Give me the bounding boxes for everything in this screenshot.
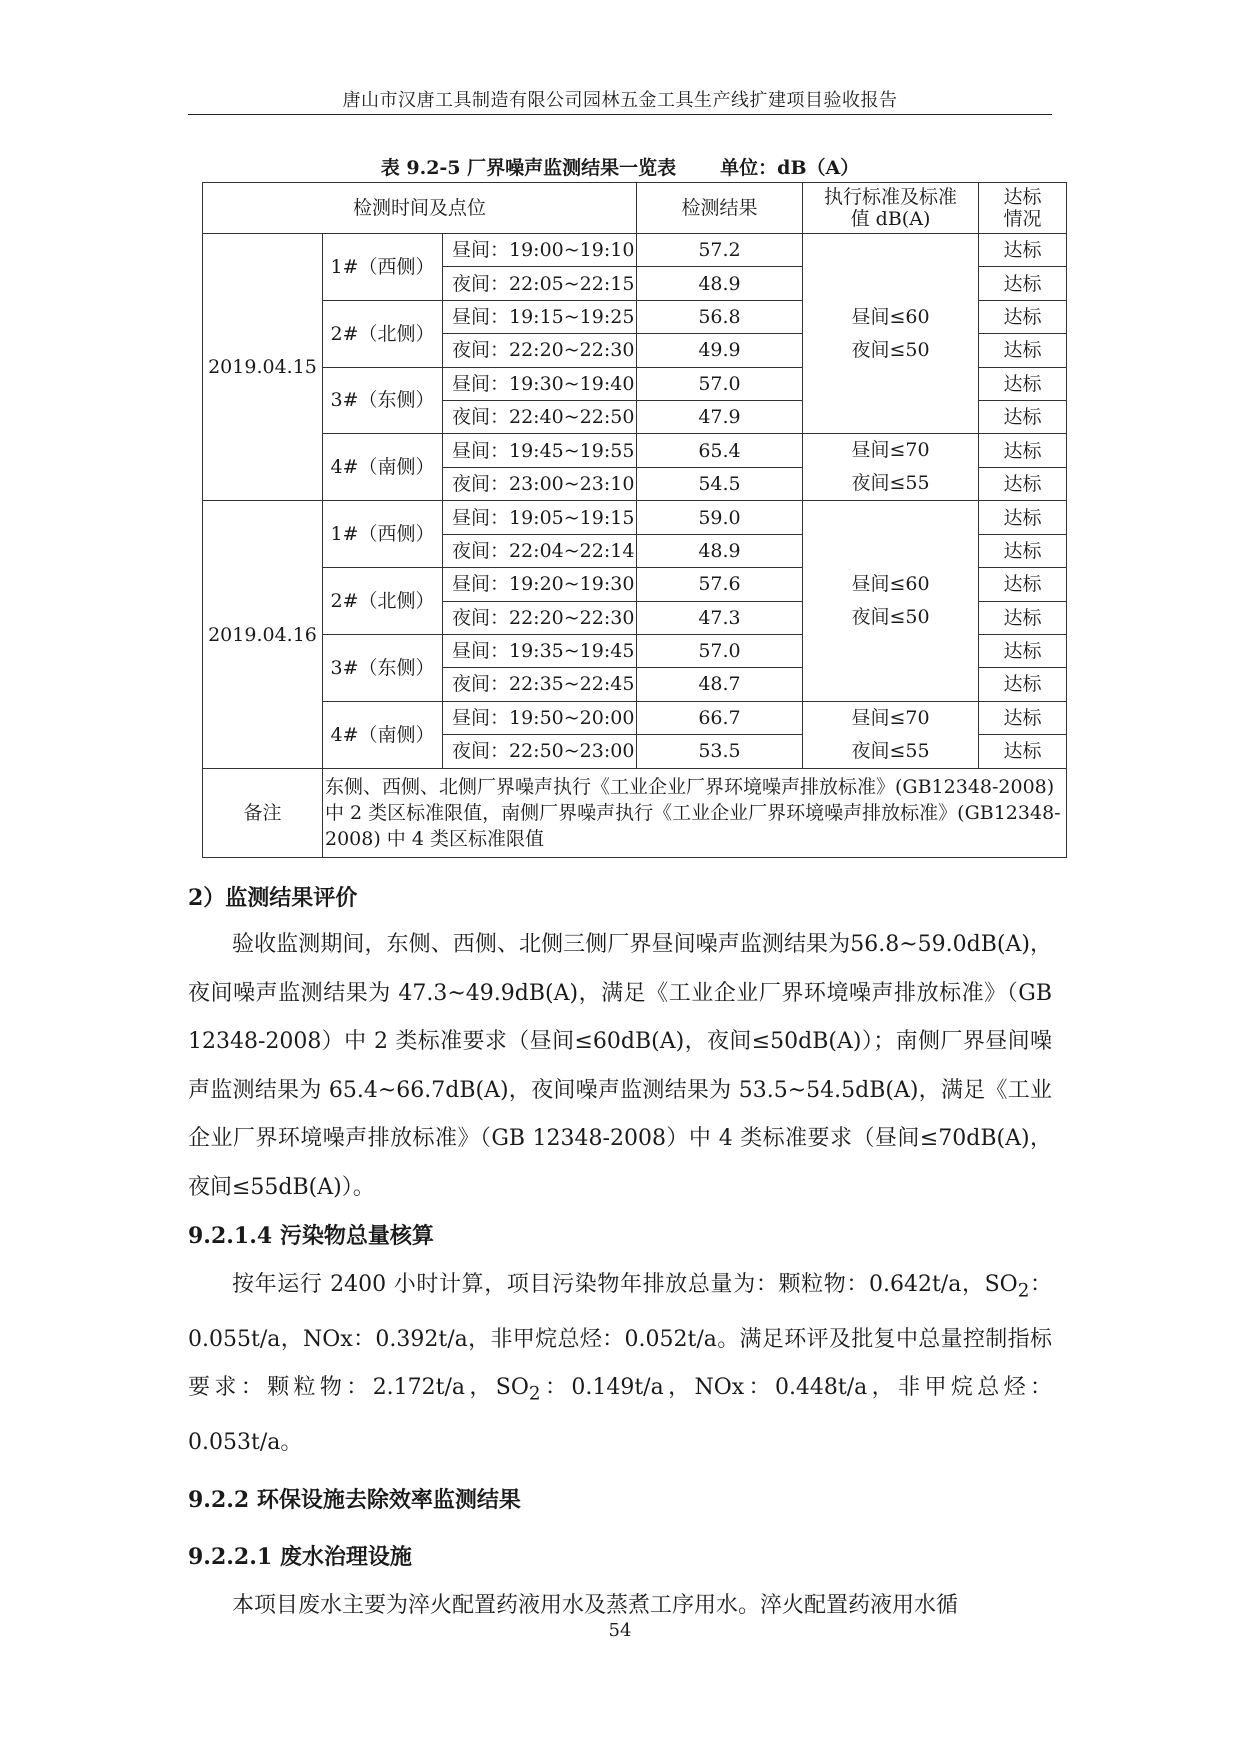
table-caption: [188, 153, 1052, 180]
compliance-cell: 达标: [979, 400, 1067, 433]
total-text-part1: 按年运行 2400 小时计算，项目污染物年排放总量为：颗粒物：0.642t/a，SO: [232, 1272, 1018, 1297]
result-cell: 47.9: [637, 400, 803, 433]
standard-night: 夜间≤55: [851, 472, 930, 495]
header-compliance-line2: 情况: [1003, 208, 1042, 230]
result-cell: 66.7: [637, 701, 803, 735]
header-standard-line1: 执行标准及标准: [823, 186, 957, 208]
compliance-cell: 达标: [979, 334, 1067, 367]
standard-night: 夜间≤55: [851, 739, 930, 762]
standard-night: 夜间≤50: [851, 338, 930, 361]
point-cell: 3#（东侧）: [323, 367, 443, 434]
compliance-cell: 达标: [979, 234, 1067, 267]
period-cell: 昼间：19:00~19:10: [443, 234, 637, 267]
standard-cell: [803, 501, 979, 701]
period-cell: 夜间：22:40~22:50: [443, 400, 637, 433]
result-cell: 57.0: [637, 367, 803, 400]
compliance-cell: 达标: [979, 367, 1067, 400]
table-header-row: [203, 183, 1067, 234]
period-cell: 夜间：22:50~23:00: [443, 735, 637, 769]
table-title: 表 9.2-5 厂界噪声监测结果一览表: [380, 157, 677, 179]
header-time-location: 检测时间及点位: [203, 183, 637, 234]
point-cell: 3#（东侧）: [323, 634, 443, 701]
period-cell: 昼间：19:15~19:25: [443, 300, 637, 333]
date-cell: 2019.04.15: [203, 234, 323, 501]
header-result: 检测结果: [637, 183, 803, 234]
compliance-cell: 达标: [979, 568, 1067, 601]
point-cell: 1#（西侧）: [323, 501, 443, 568]
table-unit: 单位：dB（A）: [720, 157, 860, 179]
so2-subscript: 2: [528, 1383, 541, 1405]
point-cell: 2#（北侧）: [323, 300, 443, 367]
body-text: [188, 875, 1052, 1630]
result-cell: 53.5: [637, 735, 803, 769]
remark-text: 东侧、西侧、北侧厂界噪声执行《工业企业厂界环境噪声排放标准》(GB12348-2008) 中 2 类区标准限值，南侧厂界噪声执行《工业企业厂界环境噪声排放标准》(GB12348-2008) 中 4 类区标准限值: [323, 768, 1067, 857]
eval-paragraph: 验收监测期间，东侧、西侧、北侧三侧厂界昼间噪声监测结果为56.8~59.0dB(A)，夜间噪声监测结果为 47.3~49.9dB(A)，满足《工业企业厂界环境噪声排放标准》（GB 12348-2008）中 2 类标准要求（昼间≤60dB(A)，夜间≤50dB(A)）；南侧厂界昼间噪声监测结果为 65.4~66.7dB(A)，夜间噪声监测结果为 53.5~54.5dB(A)，满足《工业企业厂界环境噪声排放标准》（GB 12348-2008）中 4 类标准要求（昼间≤70dB(A)，夜间≤55dB(A)）。: [188, 932, 1052, 1200]
wastewater-heading: 9.2.2.1 废水治理设施: [188, 1543, 412, 1570]
result-cell: 65.4: [637, 434, 803, 468]
period-cell: 夜间：22:04~22:14: [443, 534, 637, 567]
period-cell: 昼间：19:35~19:45: [443, 634, 637, 667]
period-cell: 昼间：19:50~20:00: [443, 701, 637, 735]
total-text-part3: ：0.149t/a，NOx：0.448t/a，非甲烷总烃：0.053t/a。: [188, 1375, 1052, 1456]
standard-day: 昼间≤70: [851, 706, 930, 729]
compliance-cell: 达标: [979, 701, 1067, 735]
standard-cell: [803, 434, 979, 501]
date-cell: 2019.04.16: [203, 501, 323, 768]
standard-cell: [803, 701, 979, 768]
table-row: [203, 701, 1067, 735]
compliance-cell: 达标: [979, 501, 1067, 534]
period-cell: 夜间：22:05~22:15: [443, 267, 637, 300]
total-paragraph: [188, 1261, 1052, 1468]
page-number: 54: [608, 1620, 632, 1641]
table-row: [203, 434, 1067, 468]
header-standard-line2: 值 dB(A): [850, 208, 931, 230]
header-compliance: [979, 183, 1067, 234]
standard-night: 夜间≤50: [851, 606, 930, 629]
compliance-cell: 达标: [979, 668, 1067, 701]
header-compliance-line1: 达标: [1003, 186, 1042, 208]
period-cell: 夜间：22:20~22:30: [443, 601, 637, 634]
compliance-cell: 达标: [979, 601, 1067, 634]
eval-heading: 2）监测结果评价: [188, 885, 358, 911]
standard-day: 昼间≤70: [851, 439, 930, 462]
compliance-cell: 达标: [979, 300, 1067, 333]
compliance-cell: 达标: [979, 467, 1067, 501]
result-cell: 48.9: [637, 267, 803, 300]
so2-subscript: 2: [1017, 1280, 1030, 1302]
result-cell: 57.6: [637, 568, 803, 601]
table-row: [203, 501, 1067, 534]
period-cell: 昼间：19:20~19:30: [443, 568, 637, 601]
noise-monitoring-table: [202, 182, 1067, 858]
result-cell: 49.9: [637, 334, 803, 367]
compliance-cell: 达标: [979, 735, 1067, 769]
point-cell: 4#（南侧）: [323, 701, 443, 768]
point-cell: 1#（西侧）: [323, 234, 443, 301]
header-standard: [803, 183, 979, 234]
standard-cell: [803, 234, 979, 434]
result-cell: 48.7: [637, 668, 803, 701]
period-cell: 昼间：19:05~19:15: [443, 501, 637, 534]
compliance-cell: 达标: [979, 267, 1067, 300]
report-header-title: 唐山市汉唐工具制造有限公司园林五金工具生产线扩建项目验收报告: [342, 90, 898, 111]
table-row: [203, 234, 1067, 267]
standard-day: 昼间≤60: [851, 305, 930, 328]
compliance-cell: 达标: [979, 434, 1067, 468]
header-divider: [188, 114, 1052, 115]
wastewater-paragraph: 本项目废水主要为淬火配置药液用水及蒸煮工序用水。淬火配置药液用水循: [232, 1592, 959, 1618]
period-cell: 昼间：19:45~19:55: [443, 434, 637, 468]
efficiency-heading: 9.2.2 环保设施去除效率监测结果: [188, 1486, 521, 1513]
period-cell: 夜间：22:20~22:30: [443, 334, 637, 367]
result-cell: 56.8: [637, 300, 803, 333]
result-cell: 57.0: [637, 634, 803, 667]
result-cell: 54.5: [637, 467, 803, 501]
point-cell: 2#（北侧）: [323, 568, 443, 635]
result-cell: 48.9: [637, 534, 803, 567]
standard-day: 昼间≤60: [851, 573, 930, 596]
total-text-part2: ：0.055t/a，NOx：0.392t/a，非甲烷总烃：0.052t/a。满足环评及批复中总量控制指标要求：颗粒物：2.172t/a，SO: [188, 1272, 1052, 1401]
period-cell: 夜间：23:00~23:10: [443, 467, 637, 501]
total-heading: 9.2.1.4 污染物总量核算: [188, 1223, 434, 1249]
period-cell: 昼间：19:30~19:40: [443, 367, 637, 400]
remark-row: [203, 768, 1067, 857]
result-cell: 47.3: [637, 601, 803, 634]
point-cell: 4#（南侧）: [323, 434, 443, 501]
result-cell: 57.2: [637, 234, 803, 267]
period-cell: 夜间：22:35~22:45: [443, 668, 637, 701]
compliance-cell: 达标: [979, 534, 1067, 567]
remark-label: 备注: [203, 768, 323, 857]
compliance-cell: 达标: [979, 634, 1067, 667]
result-cell: 59.0: [637, 501, 803, 534]
